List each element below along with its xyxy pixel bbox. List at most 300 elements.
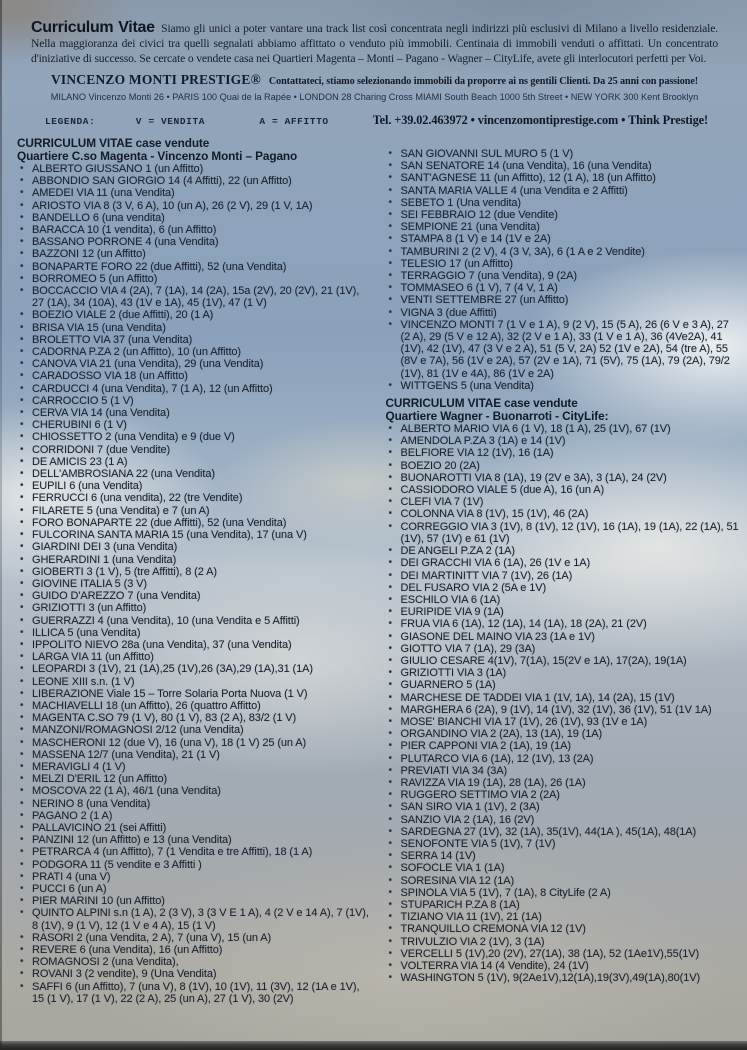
bullet-icon: • xyxy=(388,459,392,471)
list-item xyxy=(17,895,373,907)
list-item xyxy=(386,148,742,160)
bullet-icon: • xyxy=(20,882,24,894)
list-item xyxy=(17,968,373,980)
list-item xyxy=(17,541,373,553)
bullet-icon: • xyxy=(20,358,24,370)
list-item-text: TIZIANO VIA 11 (1V), 21 (1A) xyxy=(400,911,542,924)
list-item xyxy=(386,185,742,197)
bullet-icon: • xyxy=(388,233,392,245)
list-item xyxy=(17,846,373,858)
list-item xyxy=(386,570,742,582)
list-item xyxy=(386,704,742,716)
bullet-icon: • xyxy=(20,944,24,955)
list-item xyxy=(386,606,742,618)
bullet-icon: • xyxy=(20,443,24,455)
list-item xyxy=(386,282,742,294)
list-item xyxy=(17,431,373,443)
bullet-icon: • xyxy=(388,270,392,282)
list-item xyxy=(17,737,373,749)
list-item-text: MOSE' BIANCHI VIA 17 (1V), 26 (1V), 93 (1V e 1A) xyxy=(400,715,648,728)
list-item-text: ORGANDINO VIA 2 (2A), 13 (1A), 19 (1A) xyxy=(400,728,603,741)
list-item xyxy=(386,948,742,960)
list-item xyxy=(386,484,742,496)
list-item-text: GUIDO D'AREZZO 7 (una Vendita) xyxy=(32,590,201,603)
bullet-icon: • xyxy=(20,199,24,211)
list-item-text: CARADOSSO VIA 18 (un Affitto) xyxy=(32,370,188,383)
bullet-icon: • xyxy=(20,687,24,699)
bullet-icon: • xyxy=(388,715,392,727)
list-item xyxy=(386,423,742,435)
list-item xyxy=(17,554,373,566)
list-item xyxy=(386,233,742,245)
list-item xyxy=(17,505,373,517)
list-item xyxy=(17,468,373,480)
list-item-text: LEONE XIII s.n. (1 V) xyxy=(32,675,135,688)
column-left xyxy=(17,137,373,1005)
list-item-text: PIER MARINI 10 (un Affitto) xyxy=(32,895,165,908)
list-item-text: MARGHERA 6 (2A), 9 (1V), 14 (1V), 32 (1V), 36 (1V), 51 (1V 1A) xyxy=(400,703,712,716)
bullet-icon: • xyxy=(20,712,24,724)
legend-vendita: V = VENDITA xyxy=(135,116,206,127)
intro-title: Curriculum Vitae xyxy=(31,19,155,36)
list-item-text: MARCHESE DE TADDEI VIA 1 (1V, 1A), 14 (2A), 15 (1V) xyxy=(400,691,675,704)
list-item-text: VIGNA 3 (due Affitti) xyxy=(400,306,497,319)
bullet-icon: • xyxy=(20,809,24,821)
bullet-icon: • xyxy=(388,679,392,691)
list-item xyxy=(17,566,373,578)
list-item-text: DEI GRACCHI VIA 6 (1A), 26 (1V e 1A) xyxy=(400,557,591,570)
bullet-icon: • xyxy=(20,614,24,626)
bullet-icon: • xyxy=(388,764,392,776)
list-item-text: LARGA VIA 11 (un Affitto) xyxy=(32,651,154,664)
list-item xyxy=(17,615,373,627)
bullet-icon: • xyxy=(20,419,24,431)
list-item xyxy=(386,899,742,911)
bullet-icon: • xyxy=(388,972,392,984)
bullet-icon: • xyxy=(20,931,24,943)
list-item-text: GIARDINI DEI 3 (una Vendita) xyxy=(32,541,178,554)
list-item xyxy=(386,582,742,594)
bullet-icon: • xyxy=(20,163,24,174)
bullet-icon: • xyxy=(20,431,24,443)
list-item-text: DE ANGELI P.ZA 2 (1A) xyxy=(400,545,515,558)
bullet-icon: • xyxy=(20,980,24,992)
bullet-icon: • xyxy=(388,667,392,679)
list-item-text: ABBONDIO SAN GIORGIO 14 (4 Affitti), 22 (un Affitto) xyxy=(32,175,292,188)
bullet-icon: • xyxy=(388,618,392,630)
legend-label: LEGENDA: xyxy=(45,116,96,127)
list-item-text: WITTGENS 5 (una Vendita) xyxy=(400,379,534,392)
bullet-icon: • xyxy=(388,221,392,233)
bullet-icon: • xyxy=(388,447,392,459)
list-item xyxy=(17,676,373,688)
list-item-text: CLEFI VIA 7 (1V) xyxy=(400,496,484,509)
list-item xyxy=(386,838,742,850)
list-item xyxy=(386,789,742,801)
list-item-text: FRUA VIA 6 (1A), 12 (1A), 14 (1A), 18 (2A), 21 (2V) xyxy=(400,618,647,631)
list-item-text: CANOVA VIA 21 (una Vendita), 29 (una Vendita) xyxy=(32,358,264,371)
list-item-text: AMEDEI VIA 11 (una Vendita) xyxy=(32,187,175,200)
bullet-icon: • xyxy=(20,846,24,858)
bullet-icon: • xyxy=(388,569,392,581)
bullet-icon: • xyxy=(388,196,392,208)
bullet-icon: • xyxy=(388,691,392,703)
bullet-icon: • xyxy=(20,455,24,467)
bullet-icon: • xyxy=(20,821,24,833)
list-item xyxy=(17,163,373,175)
list-item xyxy=(17,798,373,810)
offices-line: MILANO Vincenzo Monti 26 • PARIS 100 Quai de la Rapée • LONDON 28 Charing Cross MIAMI South Beach 1000 5th Street • NEW YORK 300 Kent Brooklyn xyxy=(50,92,699,102)
list-item-text: RAVIZZA VIA 19 (1A), 28 (1A), 26 (1A) xyxy=(400,776,586,789)
bullet-icon: • xyxy=(20,956,24,968)
brand-line xyxy=(31,71,718,89)
list-item-text: BANDELLO 6 (una vendita) xyxy=(32,211,165,224)
list-item-text: MANZONI/ROMAGNOSI 2/12 (una Vendita) xyxy=(32,724,244,737)
bullet-icon: • xyxy=(20,663,24,675)
list-item xyxy=(386,753,742,765)
list-item xyxy=(17,419,373,431)
list-item xyxy=(386,814,742,826)
list-item xyxy=(386,496,742,508)
bullet-icon: • xyxy=(20,370,24,382)
list-item-text: GIOTTO VIA 7 (1A), 29 (3A) xyxy=(400,642,536,655)
list-item xyxy=(17,981,373,1005)
list-item-text: LIBERAZIONE Viale 15 – Torre Solaria Porta Nuova (1 V) xyxy=(32,687,308,700)
bullet-icon: • xyxy=(388,850,392,862)
bullet-icon: • xyxy=(388,423,392,435)
bullet-icon: • xyxy=(388,557,392,569)
bullet-icon: • xyxy=(20,907,24,919)
list-item-text: TOMMASEO 6 (1 V), 7 (4 V, 1 A) xyxy=(400,282,558,295)
list-item-text: PIER CAPPONI VIA 2 (1A), 19 (1A) xyxy=(400,740,571,753)
section-subtitle-wagner: Quartiere Wagner - Buonarroti - CityLife: xyxy=(385,409,609,424)
list-item-text: ALBERTO GIUSSANO 1 (un Affitto) xyxy=(32,163,204,175)
list-item-text: GUERRAZZI 4 (una Vendita), 10 (una Vendita e 5 Affitti) xyxy=(32,614,300,627)
bullet-icon: • xyxy=(388,379,392,391)
list-item xyxy=(386,545,742,557)
list-item-text: DE AMICIS 23 (1 A) xyxy=(32,455,128,468)
list-item xyxy=(386,643,742,655)
bullet-icon: • xyxy=(20,175,24,187)
bullet-icon: • xyxy=(388,728,392,740)
list-item-text: MASSENA 12/7 (una Vendita), 21 (1 V) xyxy=(32,748,220,761)
list-item xyxy=(386,508,742,520)
list-item xyxy=(386,850,742,862)
list-item-text: FERRUCCI 6 (una vendita), 22 (tre Vendite) xyxy=(32,492,243,505)
list-item xyxy=(386,826,742,838)
list-item xyxy=(17,175,373,187)
list-item xyxy=(386,679,742,691)
list-item xyxy=(17,932,373,944)
bullet-icon: • xyxy=(388,484,392,496)
list-item-text: FORO BONAPARTE 22 (due Affitti), 52 (una Vendita) xyxy=(32,516,287,529)
bullet-icon: • xyxy=(20,651,24,663)
bullet-icon: • xyxy=(20,565,24,577)
list-item xyxy=(386,319,742,380)
bullet-icon: • xyxy=(20,407,24,419)
street-list-magenta xyxy=(17,163,373,1005)
bullet-icon: • xyxy=(20,224,24,236)
list-item-text: VENTI SETTEMBRE 27 (un Affitto) xyxy=(400,294,569,307)
list-item-text: CHERUBINI 6 (1 V) xyxy=(32,419,127,432)
street-list-wagner xyxy=(386,423,742,984)
bullet-icon: • xyxy=(388,886,392,898)
contact-line: Tel. +39.02.463972 • vincenzomontiprestige.com • Think Prestige! xyxy=(372,113,708,127)
list-item xyxy=(17,810,373,822)
brand-name: VINCENZO MONTI PRESTIGE® xyxy=(50,72,261,87)
list-item-text: BUONAROTTI VIA 8 (1A), 19 (2V e 3A), 3 (1A), 24 (2V) xyxy=(400,471,667,484)
bullet-icon: • xyxy=(388,825,392,837)
list-item-text: SAN SIRO VIA 1 (1V), 2 (3A) xyxy=(400,801,540,814)
list-item-text: PLUTARCO VIA 6 (1A), 12 (1V), 13 (2A) xyxy=(400,752,594,765)
list-item xyxy=(17,309,373,321)
list-item xyxy=(17,761,373,773)
bullet-icon: • xyxy=(388,318,392,330)
list-item xyxy=(17,480,373,492)
list-item-text: PUCCI 6 (un A) xyxy=(32,882,107,895)
bullet-icon: • xyxy=(20,504,24,516)
list-item-text: BORROMEO 5 (un Affitto) xyxy=(32,272,158,285)
list-item-text: RUGGERO SETTIMO VIA 2 (2A) xyxy=(400,789,560,802)
list-item xyxy=(17,907,373,931)
brand-tagline: Contattateci, stiamo selezionando immobili da proporre ai ns gentili Clienti. Da 25 anni con passione! xyxy=(268,76,699,87)
list-item-text: SAFFI 6 (un Affitto), 7 (una V), 8 (1V), 10 (1V), 11 (3V), 12 (1A e 1V), 15 (1 V), 17 (1 V), 22 (2 A), 25 (un A), 27 (1 V), 30 (2V) xyxy=(32,980,360,1005)
list-item xyxy=(17,236,373,248)
list-item xyxy=(17,859,373,871)
list-item xyxy=(17,273,373,285)
bullet-icon: • xyxy=(20,638,24,650)
bullet-icon: • xyxy=(20,773,24,785)
bullet-icon: • xyxy=(388,294,392,306)
bullet-icon: • xyxy=(388,642,392,654)
list-item xyxy=(17,578,373,590)
list-item-text: RASORI 2 (una Vendita, 2 A), 7 (una V), 15 (un A) xyxy=(32,931,272,944)
bullet-icon: • xyxy=(20,834,24,846)
list-item-text: QUINTO ALPINI s.n (1 A), 2 (3 V), 3 (3 V E 1 A), 4 (2 V e 14 A), 7 (1V), 8 (1V), 9 (1 V), 12 (1 V e 4 A), 15 (1 V) xyxy=(32,907,369,932)
list-item-text: VERCELLI 5 (1V),20 (2V), 27(1A), 38 (1A), 52 (1Ae1V),55(1V) xyxy=(400,947,700,960)
list-item-text: CERVA VIA 14 (una Vendita) xyxy=(32,407,170,420)
list-item xyxy=(17,724,373,736)
list-item-text: GRIZIOTTI VIA 3 (1A) xyxy=(400,667,507,680)
list-item xyxy=(17,602,373,614)
list-item xyxy=(17,749,373,761)
bullet-icon: • xyxy=(388,703,392,715)
list-item-text: SEMPIONE 21 (una Vendita) xyxy=(400,221,540,234)
list-item xyxy=(17,834,373,846)
header xyxy=(0,0,747,128)
bullet-icon: • xyxy=(388,160,392,172)
list-item xyxy=(386,460,742,472)
bullet-icon: • xyxy=(20,760,24,772)
list-item xyxy=(17,590,373,602)
list-item xyxy=(386,557,742,569)
list-item-text: PALLAVICINO 21 (sei Affitti) xyxy=(32,821,167,834)
list-item-text: ILLICA 5 (una Vendita) xyxy=(32,626,141,639)
list-item-text: SERRA 14 (1V) xyxy=(400,850,476,863)
list-item-text: PETRARCA 4 (un Affitto), 7 (1 Vendita e tre Affitti), 18 (1 A) xyxy=(32,846,313,859)
list-item-text: WASHINGTON 5 (1V), 9(2Ae1V),12(1A),19(3V),49(1A),80(1V) xyxy=(400,972,701,985)
bullet-icon: • xyxy=(20,516,24,528)
list-item xyxy=(386,960,742,972)
list-item-text: BOEZIO 20 (2A) xyxy=(400,459,480,472)
bullet-icon: • xyxy=(20,492,24,504)
list-item xyxy=(386,923,742,935)
bullet-icon: • xyxy=(388,862,392,874)
list-item xyxy=(386,246,742,258)
list-item-text: DEL FUSARO VIA 2 (5A e 1V) xyxy=(400,581,547,594)
bullet-icon: • xyxy=(388,282,392,294)
list-item xyxy=(17,200,373,212)
bullet-icon: • xyxy=(20,724,24,736)
list-item xyxy=(386,270,742,282)
list-item-text: MERAVIGLI 4 (1 V) xyxy=(32,760,126,773)
list-item xyxy=(17,639,373,651)
list-item xyxy=(386,911,742,923)
list-item-text: SARDEGNA 27 (1V), 32 (1A), 35(1V), 44(1A ), 45(1A), 48(1A) xyxy=(400,825,697,838)
list-item-text: BELFIORE VIA 12 (1V), 16 (1A) xyxy=(400,447,554,460)
list-item xyxy=(17,651,373,663)
bullet-icon: • xyxy=(388,435,392,447)
list-item-text: MACHIAVELLI 18 (un Affitto), 26 (quattro Affitto) xyxy=(32,699,261,712)
listing-columns xyxy=(0,128,747,1005)
list-item-text: EURIPIDE VIA 9 (1A) xyxy=(400,606,504,619)
list-item xyxy=(386,777,742,789)
bullet-icon: • xyxy=(388,740,392,752)
bullet-icon: • xyxy=(20,968,24,980)
list-item xyxy=(386,594,742,606)
list-item xyxy=(17,383,373,395)
legend-affitto: A = AFFITTO xyxy=(259,116,329,127)
list-item-text: SORESINA VIA 12 (1A) xyxy=(400,874,515,887)
list-item-text: SOFOCLE VIA 1 (1A) xyxy=(400,862,505,875)
list-item xyxy=(17,322,373,334)
list-item-text: SANT'AGNESE 11 (un Affitto), 12 (1 A), 18 (un Affitto) xyxy=(400,172,656,185)
bullet-icon: • xyxy=(388,898,392,910)
list-item xyxy=(17,688,373,700)
list-item xyxy=(17,944,373,956)
list-item xyxy=(17,370,373,382)
list-item-text: TELESIO 17 (un Affitto) xyxy=(400,257,513,270)
list-item xyxy=(17,395,373,407)
bullet-icon: • xyxy=(20,272,24,284)
list-item-text: REVERE 6 (una Vendita), 16 (un Affitto) xyxy=(32,944,223,956)
section-title-wagner: CURRICULUM VITAE case vendute xyxy=(385,396,578,411)
bullet-icon: • xyxy=(388,520,392,532)
list-item xyxy=(386,197,742,209)
list-item-text: DELL'AMBROSIANA 22 (una Vendita) xyxy=(32,468,215,481)
bullet-icon: • xyxy=(20,858,24,870)
bullet-icon: • xyxy=(388,593,392,605)
list-item xyxy=(17,187,373,199)
bullet-icon: • xyxy=(388,581,392,593)
list-item-text: GIULIO CESARE 4(1V), 7(1A), 15(2V e 1A), 17(2A), 19(1A) xyxy=(400,654,687,667)
list-item-text: SANTA MARIA VALLE 4 (una Vendita e 2 Affitti) xyxy=(400,184,628,197)
bullet-icon: • xyxy=(20,260,24,272)
bullet-icon: • xyxy=(388,508,392,520)
list-item-text: LEOPARDI 3 (1V), 21 (1A),25 (1V),26 (3A),29 (1A),31 (1A) xyxy=(32,663,313,676)
list-item-text: ROVANI 3 (2 vendite), 9 (Una Vendita) xyxy=(32,968,217,981)
bullet-icon: • xyxy=(20,321,24,333)
list-item-text: BOCCACCIO VIA 4 (2A), 7 (1A), 14 (2A), 15a (2V), 20 (2V), 21 (1V), 27 (1A), 34 (10A), 43 (1V e 1A), 45 (1V), 47 (1 V) xyxy=(32,285,360,310)
list-item xyxy=(386,472,742,484)
bullet-icon: • xyxy=(388,148,392,159)
list-item-text: CHIOSSETTO 2 (una Vendita) e 9 (due V) xyxy=(32,431,235,444)
bullet-icon: • xyxy=(20,468,24,480)
bullet-icon: • xyxy=(388,172,392,184)
bullet-icon: • xyxy=(20,602,24,614)
list-item-text: STAMPA 8 (1 V) e 14 (1V e 2A) xyxy=(400,233,551,246)
list-item-text: NERINO 8 (una Vendita) xyxy=(32,797,151,810)
list-item xyxy=(17,822,373,834)
list-item-text: SAN GIOVANNI SUL MURO 5 (1 V) xyxy=(400,148,574,160)
list-item xyxy=(17,444,373,456)
bullet-icon: • xyxy=(388,801,392,813)
list-item-text: GRIZIOTTI 3 (un Affitto) xyxy=(32,602,147,615)
bullet-icon: • xyxy=(388,911,392,923)
list-item xyxy=(386,936,742,948)
list-item xyxy=(17,261,373,273)
list-item xyxy=(386,765,742,777)
bullet-icon: • xyxy=(388,184,392,196)
bullet-icon: • xyxy=(20,382,24,394)
bullet-icon: • xyxy=(388,606,392,618)
bullet-icon: • xyxy=(20,541,24,553)
list-item-text: PANZINI 12 (un Affitto) e 13 (una Vendita) xyxy=(32,834,232,847)
list-item-text: PODGORA 11 (5 vendite e 3 Affitti ) xyxy=(32,858,202,871)
bullet-icon: • xyxy=(20,248,24,260)
bullet-icon: • xyxy=(20,590,24,602)
list-item-text: SPINOLA VIA 5 (1V), 7 (1A), 8 CityLife (2 A) xyxy=(400,886,611,899)
list-item xyxy=(386,887,742,899)
bullet-icon: • xyxy=(388,245,392,257)
bullet-icon: • xyxy=(20,577,24,589)
list-item-text: CARROCCIO 5 (1 V) xyxy=(32,394,134,407)
list-item-text: MOSCOVA 22 (1 A), 46/1 (una Vendita) xyxy=(32,785,221,798)
bullet-icon: • xyxy=(20,236,24,248)
list-item xyxy=(386,740,742,752)
bullet-icon: • xyxy=(388,813,392,825)
list-item xyxy=(17,700,373,712)
bullet-icon: • xyxy=(20,211,24,223)
list-item xyxy=(386,875,742,887)
list-item-text: GUARNERO 5 (1A) xyxy=(400,679,496,692)
list-item xyxy=(386,728,742,740)
list-item xyxy=(17,456,373,468)
list-item-text: MELZI D'ERIL 12 (un Affitto) xyxy=(32,773,168,786)
bullet-icon: • xyxy=(20,333,24,345)
list-item-text: PRATI 4 (una V) xyxy=(32,870,111,883)
list-item-text: ROMAGNOSI 2 (una Vendita), xyxy=(32,956,179,969)
bullet-icon: • xyxy=(20,529,24,541)
bullet-icon: • xyxy=(20,870,24,882)
bullet-icon: • xyxy=(20,187,24,199)
bullet-icon: • xyxy=(388,874,392,886)
list-item xyxy=(386,447,742,459)
list-item xyxy=(386,716,742,728)
list-item xyxy=(17,956,373,968)
list-item-text: DEI MARTINITT VIA 7 (1V), 26 (1A) xyxy=(400,569,573,582)
bullet-icon: • xyxy=(20,675,24,687)
list-item-text: BROLETTO VIA 37 (una Vendita) xyxy=(32,333,193,346)
list-item-text: SEI FEBBRAIO 12 (due Vendite) xyxy=(400,209,558,222)
bullet-icon: • xyxy=(20,797,24,809)
bullet-icon: • xyxy=(20,626,24,638)
list-item-text: ALBERTO MARIO VIA 6 (1 V), 18 (1 A), 25 (1V), 67 (1V) xyxy=(400,423,671,436)
list-item xyxy=(17,773,373,785)
list-item-text: STUPARICH P.ZA 8 (1A) xyxy=(400,898,520,911)
bullet-icon: • xyxy=(388,471,392,483)
bullet-icon: • xyxy=(388,209,392,221)
